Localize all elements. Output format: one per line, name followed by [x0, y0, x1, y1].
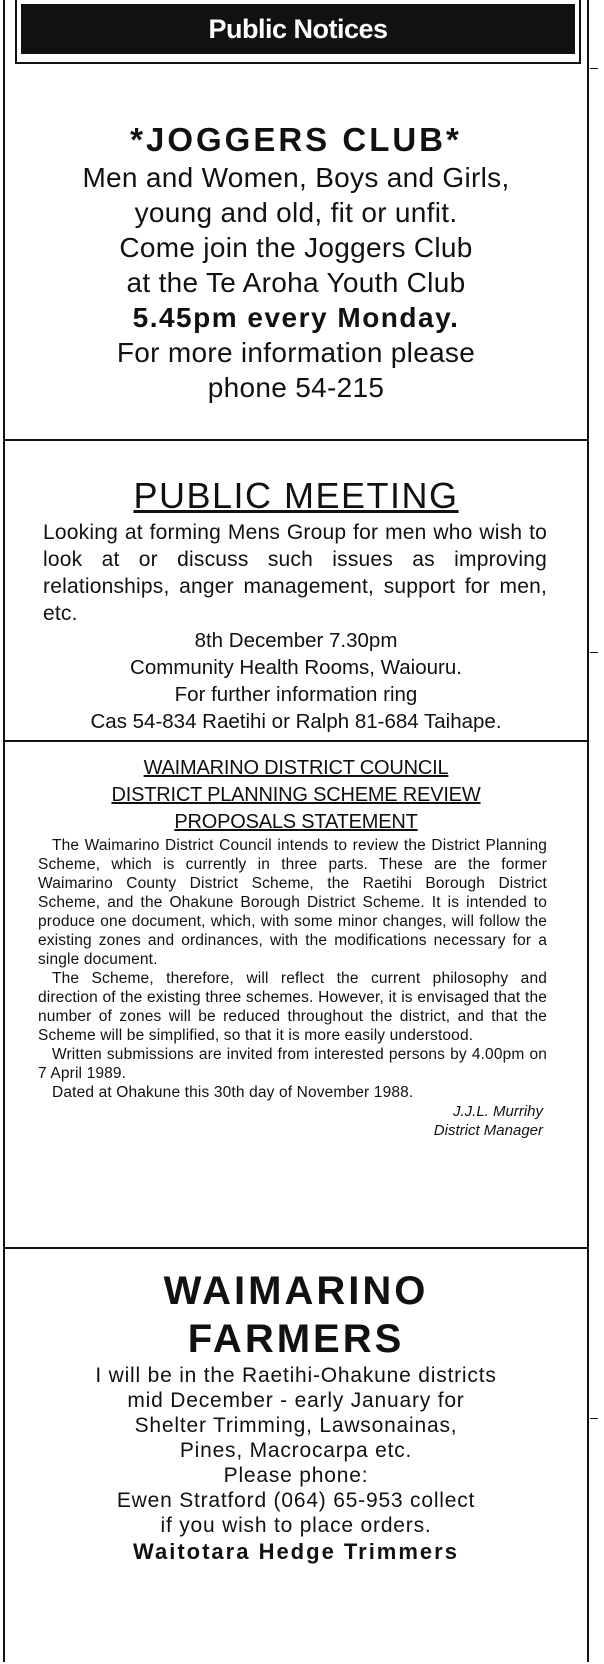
farmers-title: WAIMARINO: [163, 1269, 429, 1313]
page-title: Public Notices: [208, 13, 388, 44]
divider: [5, 1247, 587, 1249]
farmers-line: if you wish to place orders.: [160, 1514, 432, 1537]
farmers-line: mid December - early January for: [127, 1389, 465, 1412]
joggers-time: 5.45pm every Monday.: [132, 302, 460, 333]
council-paragraph: The Waimarino District Council intends to review the District Planning Scheme, which is currently in three parts. These are the former Waimarino County District Scheme, the Raetihi Borough District Scheme, and the Ohakune Borough District Scheme. It is intended to produce one document, which, with some minor changes, will follow the existing zones and ordinances, with the modifications necessary for a single document.: [38, 837, 547, 968]
farmers-title: FARMERS: [187, 1317, 405, 1361]
council-body: [5, 836, 587, 1102]
public-notices-page: [3, 0, 589, 1662]
joggers-club-notice: [5, 120, 587, 405]
divider: [5, 740, 587, 742]
council-heading: DISTRICT PLANNING SCHEME REVIEW: [111, 784, 481, 806]
column-tick: [590, 68, 598, 69]
farmers-line: Shelter Trimming, Lawsonainas,: [134, 1414, 458, 1437]
meeting-contacts: Cas 54-834 Raetihi or Ralph 81-684 Taihape.: [90, 710, 502, 733]
meeting-title: PUBLIC MEETING: [133, 475, 459, 516]
header-frame: [15, 0, 581, 64]
joggers-title: *JOGGERS CLUB*: [130, 121, 462, 158]
joggers-info: For more information please: [116, 337, 476, 368]
farmers-line: Pines, Macrocarpa etc.: [179, 1439, 413, 1462]
council-paragraph: The Scheme, therefore, will reflect the current philosophy and direction of the existing three schemes. However, it is envisaged that the number of zones will be reduced throughout the district, and that the Scheme will be simplified, so that it is more easily understood.: [38, 970, 547, 1044]
farmers-line: I will be in the Raetihi-Ohakune districts: [95, 1364, 497, 1387]
joggers-phone: phone 54-215: [207, 372, 385, 403]
council-dated: Dated at Ohakune this 30th day of November 1988.: [52, 1084, 414, 1101]
council-heading: WAIMARINO DISTRICT COUNCIL: [143, 757, 449, 779]
farmers-signoff: Waitotara Hedge Trimmers: [133, 1539, 459, 1564]
meeting-venue: Community Health Rooms, Waiouru.: [130, 656, 462, 679]
divider: [5, 439, 587, 441]
farmers-notice: [5, 1267, 587, 1566]
column-tick: [590, 652, 598, 653]
header-bar: [21, 4, 575, 54]
joggers-line: at the Te Aroha Youth Club: [126, 267, 466, 298]
column-tick: [590, 1418, 598, 1419]
meeting-info: For further information ring: [174, 683, 418, 706]
council-notice: [5, 755, 587, 1140]
public-meeting-notice: [5, 475, 587, 735]
signature-name: J.J.L. Murrihy: [452, 1103, 543, 1120]
farmers-line: Ewen Stratford (064) 65-953 collect: [116, 1489, 476, 1512]
meeting-date: 8th December 7.30pm: [194, 629, 398, 652]
signature-title: District Manager: [433, 1122, 543, 1139]
meeting-body: Looking at forming Mens Group for men who wish to look at or discuss such issues as improving relationships, anger management, support for men, etc.: [43, 521, 547, 625]
council-paragraph: Written submissions are invited from interested persons by 4.00pm on 7 April 1989.: [38, 1046, 547, 1082]
joggers-line: Men and Women, Boys and Girls,: [82, 162, 510, 193]
farmers-line: Please phone:: [223, 1464, 369, 1487]
joggers-line: young and old, fit or unfit.: [134, 197, 458, 228]
joggers-line: Come join the Joggers Club: [119, 232, 473, 263]
council-heading: PROPOSALS STATEMENT: [174, 811, 418, 833]
